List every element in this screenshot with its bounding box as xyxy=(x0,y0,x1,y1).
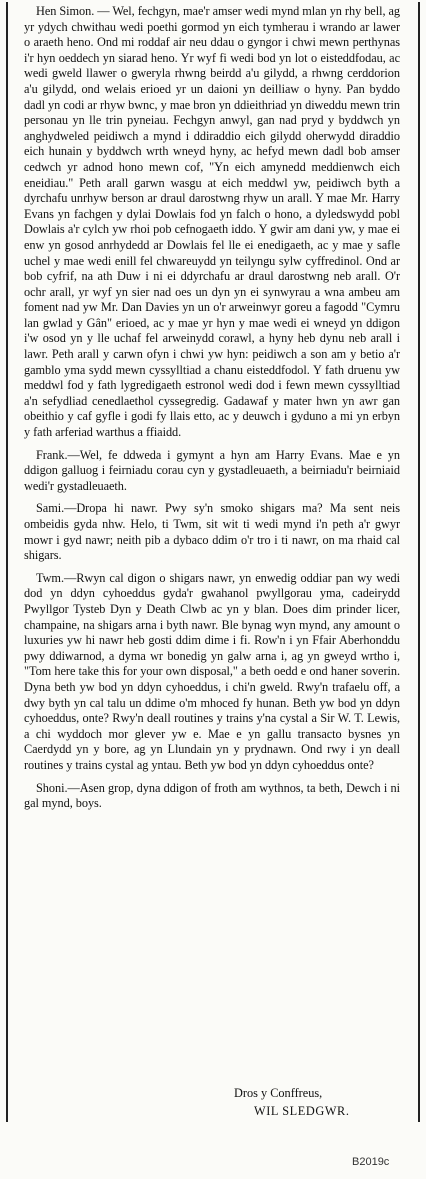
paragraph-shoni: Shoni.—Asen grop, dyna ddigon of froth am wythnos, ta beth, Dewch i ni gal mynd, boys. xyxy=(24,780,400,811)
paragraph-hen-simon: Hen Simon. — Wel, fechgyn, mae'r amser wedi mynd mlan yn rhy bell, ag yr ydych chwithau wedi poethi gormod yn eich tymherau i wrando ar lawer o araeth heno. Ond mi roddaf air neu ddau o gyngor i chwi mewn perthynas i'r hyn oeddech yn siarad heno. Yr wyf fi wedi bod yn lot o eisteddfodau, ac wedi gweld llawer o gweryla rhwng beirdd a'u gilydd, a rhwng cerddorion a'u gilydd, ond welais erioed yr un daioni yn deilliaw o hyny. Pan byddo dadl yn codi ar rhyw bwnc, y mae bron yn ddieithriad yn diweddu mewn trin personau yn lle trin pyneiau. Fechgyn anwyl, gan nad pryd y byddwch yn anghydweled peidiwch a mynd i ddiraddio eich gilydd oherwydd diraddio eich hunain y byddwch wrth wneyd hyny, ac hefyd mewn dadl bob amser cedwch yr adnod hono mewn cof, "Yn eich amynedd meddienwch eich eneidiau." Peth arall garwn wasgu at eich meddwl yw, peidiwch byth a dyrchafu unrhyw berson ar draul darostwng rhyw un arall. Y mae Mr. Harry Evans yn fachgen y dylai Dowlais fod yn falch o hono, a dyledswydd pobl Dowlais a'r cylch yw rhoi pob cefnogaeth iddo. Y gwir am dani yw, y mae ei enw yn gosod anrhydedd ar Dowlais fel lle ei enedigaeth, ac y mae y safle uchel y mae wedi enill fel chwareuydd yn teilyngu sylw cyffredinol. Ond ar bob cyfrif, na ath Duw i ni ei ddyrchafu ar draul darostwng neb arall. O'r ochr arall, yr wyf yn sier nad oes un dyn yn ei synwyrau a wna ambeu am foment nad yw Mr. Dan Davies yn un o'r arweinwyr goreu a fagodd "Cymru lan gwlad y Gân" erioed, ac y mae yr hyn y mae wedi ei wneyd yn ddigon i'w osod yn y lle uchaf fel arweinydd corawl, a hyny heb dynu neb arall i lawr. Peth arall y carwn ofyn i chwi yw hyn: peidiwch a son am y betio a'r gamblo yma sydd mewn cyssylltiad a chanu eisteddfodol. Y fath druenu yw meddwl fod y fath lygredigaeth estronol wedi dod i fewn mewn cyssylltiad a'n sefydliad cenedlaethol cyssegredig. Gadawaf y mater hwn yn awr gan obeithio y caf gyfle i godi fy llais etto, ac y deuwch i gyduno a mi yn erbyn y fath arferiad warthus a ffiaidd. xyxy=(24,4,400,440)
author-signature: WIL SLEDGWR. xyxy=(254,1104,350,1118)
reference-code: B2019c xyxy=(352,1156,390,1168)
closing-line: Dros y Conffreus, xyxy=(234,1086,323,1100)
paragraph-twm: Twm.—Rwyn cal digon o shigars nawr, yn enwedig oddiar pan wy wedi dod yn ddyn cyhoeddus gyda'r gwahanol pwyllgorau yma, cadeirydd Pwyllgor Tysteb Dyn y Death Clwb ac yn y blan. Does dim prinder licer, champaine, na shigars arna i byth nawr. Ble bynag wyn mynd, any amount o luxuries yw hi nawr heb gosti ddim dime i fi. Row'n i yn Ffair Aberhonddu pwy ddiwarnod, a dyma wr bonedig yn galw arna i, ag yn gweyd wrtho i, "Tom here take this for your own disposal," a beth oedd e ond haner soverin. Dyna beth yw bod yn ddyn cyhoeddus, i chi'n gweld. Rwy'n trafaelu off, a dwy byth yn cal talu un ddime o'm mhoced fy hunan. Beth yw bod yn ddyn cyhoeddus, onte? Rwy'n deall routines y trains y'na cystal a Sir W. T. Lewis, a chi wyddoch mor glever yw e. Mae e yn gallu transacto bysnes yn Caerdydd yn y bore, ag yn Llundain yn y prydnawn. Ond rwy i yn deall routines y trains cystal ag yntau. Beth yw bod yn ddyn cyhoeddus onte? xyxy=(24,570,400,772)
paragraph-frank: Frank.—Wel, fe ddweda i gymynt a hyn am Harry Evans. Mae e yn ddigon galluog i feirniadu corau cyn y gystadleuaeth, a beirniadu'r beirniaid wedi'r gystadleuaeth. xyxy=(24,447,400,493)
signoff-block xyxy=(0,1086,426,1126)
paragraph-sami: Sami.—Dropa hi nawr. Pwy sy'n smoko shigars ma? Ma sent neis ombeidis gyda nhw. Helo, ti Twm, sit wit ti wedi mynd i'n peth a'r gwyr mowr i gyd nawr; neith pib a dybaco ddim o'r tro i ti nawr, on ma rhaid cal shigars. xyxy=(24,501,400,563)
article-column xyxy=(24,4,400,819)
